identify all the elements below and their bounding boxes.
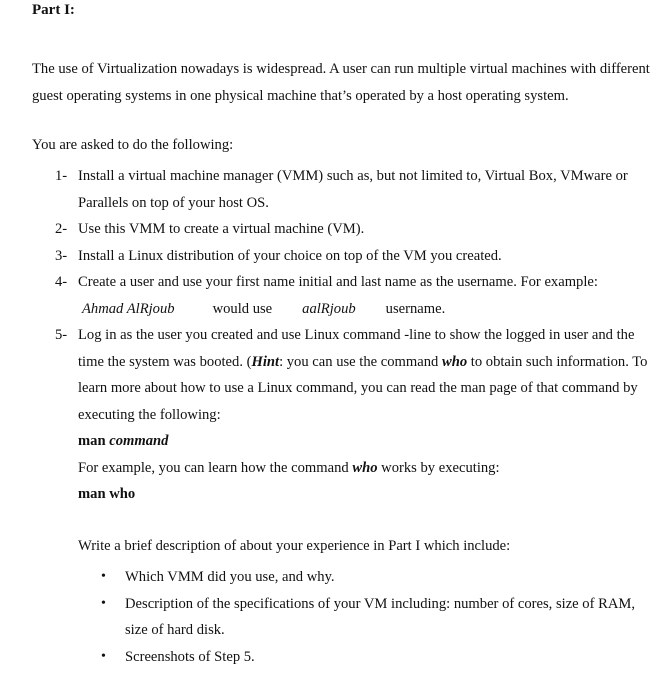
step-number: 5- <box>55 327 68 343</box>
step-text: Install a Linux distribution of your choice on top of the VM you created. <box>78 247 502 264</box>
bullet-icon: • <box>101 648 106 664</box>
hint-label: Hint <box>251 353 280 370</box>
example-full-name: Ahmad AlRjoub <box>82 300 175 317</box>
intro-paragraph: The use of Virtualization nowadays is widespread. A user can run multiple virtual machines with different guest operating systems in one physical machine that’s operated by a host operating system. <box>32 61 650 104</box>
example-connector: would use <box>212 300 273 317</box>
bullet-icon: • <box>101 595 106 611</box>
step-text: Install a virtual machine manager (VMM) such as, but not limited to, Virtual Box, VMware or Parallels on top of your host OS. <box>78 168 628 211</box>
instructions-intro: You are asked to do the following: <box>32 137 234 153</box>
man-command-line: man command <box>78 433 169 449</box>
step-number: 2- <box>55 221 68 237</box>
example-suffix: username. <box>385 300 446 317</box>
bullet-text: Description of the specifications of your VM including: number of cores, size of RAM, size of hard disk. <box>125 595 635 638</box>
step-text: Log in as the user you created and use Linux command -line to show the logged in user and the time the system was booted. (Hint: you can use the command who to obtain such information. To learn more about how to use a Linux command, you can read the man page of that command by executing the following: <box>78 327 648 423</box>
who-command-word: who <box>352 459 378 476</box>
bullet-text: Screenshots of Step 5. <box>125 648 255 665</box>
bullet-icon: • <box>101 569 106 584</box>
part-title: Part I: <box>32 2 75 18</box>
step-item <box>55 322 655 508</box>
username-example <box>78 296 655 323</box>
step-item <box>55 243 655 270</box>
step-item <box>55 163 655 216</box>
example-username: aalRjoub <box>302 300 356 317</box>
bullet-item <box>78 591 638 644</box>
example-text: For example, you can learn how the command who works by executing: <box>78 459 500 476</box>
step-text: Use this VMM to create a virtual machine (VM). <box>78 221 365 237</box>
man-who-command: man who <box>78 486 136 502</box>
bullet-item <box>78 564 638 591</box>
who-command-word: who <box>441 353 468 370</box>
step-item <box>55 216 655 243</box>
steps-list <box>55 163 655 508</box>
step-number: 4- <box>55 274 68 290</box>
step-number: 1- <box>55 168 68 184</box>
bullet-text: Which VMM did you use, and why. <box>125 569 335 585</box>
command-placeholder: command <box>109 433 169 449</box>
step-number: 3- <box>55 247 68 264</box>
deliverables-list <box>78 564 638 670</box>
step-text: Create a user and use your first name initial and last name as the username. For example: <box>78 274 598 290</box>
step-item <box>55 269 655 322</box>
bullet-item <box>78 644 638 671</box>
summary-instruction: Write a brief description of about your experience in Part I which include: <box>78 538 511 554</box>
